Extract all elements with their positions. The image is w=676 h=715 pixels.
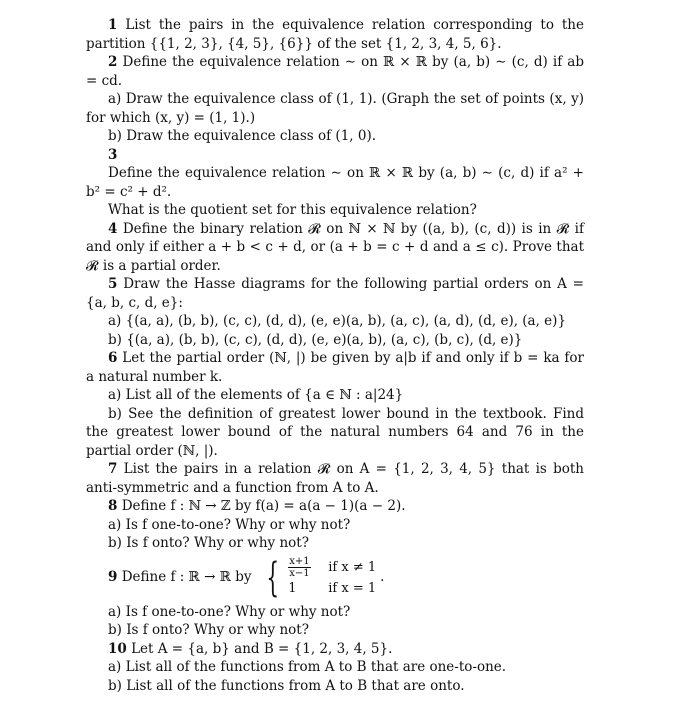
problem-number: 6 [108, 350, 118, 366]
problem-2 [86, 53, 584, 90]
problem-number: 5 [108, 276, 118, 292]
problem-5-part-a: a) {(a, a), (b, b), (c, c), (d, d), (e, e)(a, b), (a, c), (a, d), (d, e), (a, e)} [108, 313, 567, 329]
problem-6-part-a: a) List all of the elements of {a ∈ ℕ : a|24} [108, 387, 404, 403]
problem-2-part-a: a) Draw the equivalence class of (1, 1). (Graph the set of points (x, y) for which (x, y) = (1, 1).) [86, 91, 584, 126]
period: . [380, 569, 385, 586]
problem-number: 9 [108, 569, 118, 586]
problem-text: Let the partial order (ℕ, |) be given by a|b if and only if b = ka for a natural number k. [86, 350, 584, 385]
problem-8 [86, 497, 584, 516]
problem-text: Define the equivalence relation ∼ on ℝ × ℝ by (a, b) ∼ (c, d) if ab = cd. [86, 54, 584, 89]
problem-9 [86, 553, 584, 603]
problem-number: 1 [108, 17, 118, 33]
problem-text: Let A = {a, b} and B = {1, 2, 3, 4, 5}. [126, 640, 393, 657]
problem-9-part-a: a) Is f one-to-one? Why or why not? [108, 603, 351, 620]
case-row-1 [288, 556, 376, 579]
case-value: 1 [288, 581, 297, 596]
problem-text: Define f : ℝ → ℝ by [117, 569, 256, 586]
problem-10-part-a: a) List all of the functions from A to B that are one-to-one. [108, 659, 507, 675]
fraction-numerator: x+1 [289, 556, 310, 567]
problem-number: 3 [108, 146, 118, 163]
problem-10 [86, 640, 584, 659]
case-row-2 [288, 579, 376, 599]
problem-6 [86, 349, 584, 386]
problem-list [86, 16, 584, 695]
problem-number: 7 [108, 461, 118, 477]
problem-10-part-b: b) List all of the functions from A to B that are onto. [108, 677, 465, 694]
problem-text: List the pairs in a relation 𝓡 on A = {1, 2, 3, 4, 5} that is both anti-symmetric and a function from A to A. [86, 461, 584, 496]
problem-8-part-a: a) Is f one-to-one? Why or why not? [108, 516, 351, 533]
problem-9-part-b: b) Is f onto? Why or why not? [108, 622, 309, 638]
problem-number: 10 [108, 640, 127, 657]
problem-2-part-b: b) Draw the equivalence class of (1, 0). [108, 128, 377, 144]
problem-number: 4 [108, 220, 118, 237]
fraction [288, 556, 310, 579]
problem-3-text: Define the equivalence relation ∼ on ℝ × ℝ by (a, b) ∼ (c, d) if a² + b² = c² + d². [86, 165, 584, 200]
problem-text: Draw the Hasse diagrams for the following partial orders on A = {a, b, c, d, e}: [86, 276, 584, 311]
problem-number: 2 [108, 54, 118, 70]
left-brace-icon: { [266, 554, 279, 601]
problem-6-part-b: b) See the definition of greatest lower bound in the textbook. Find the greatest lower bound of the natural numbers 64 and 76 in the partial order (ℕ, |). [86, 405, 584, 459]
problem-number: 8 [108, 498, 118, 514]
problem-8-part-b: b) Is f onto? Why or why not? [108, 535, 309, 551]
case-condition: if x ≠ 1 [328, 560, 377, 575]
problem-text: Define f : ℕ → ℤ by f(a) = a(a − 1)(a − 2). [117, 498, 406, 514]
problem-1 [86, 16, 584, 53]
case-condition: if x = 1 [328, 581, 377, 596]
problem-7 [86, 460, 584, 497]
problem-text: List the pairs in the equivalence relation corresponding to the partition {{1, 2, 3}, {4, 5}, {6}} of the set {1, 2, 3, 4, 5, 6}. [86, 17, 584, 52]
problem-4 [86, 220, 584, 276]
piecewise-cases [288, 556, 376, 599]
problem-text: Define the binary relation 𝓡 on ℕ × ℕ by ((a, b), (c, d)) is in 𝓡 if and only if either a + b < c + d, or (a + b = c + d and a ≤ c). Prove that 𝓡 is a partial order. [86, 220, 584, 274]
problem-5-part-b: b) {(a, a), (b, b), (c, c), (d, d), (e, e)(a, b), (a, c), (b, c), (d, e)} [108, 331, 523, 348]
problem-5 [86, 275, 584, 312]
fraction-denominator: x−1 [289, 568, 310, 579]
problem-3-question: What is the quotient set for this equivalence relation? [108, 202, 477, 218]
